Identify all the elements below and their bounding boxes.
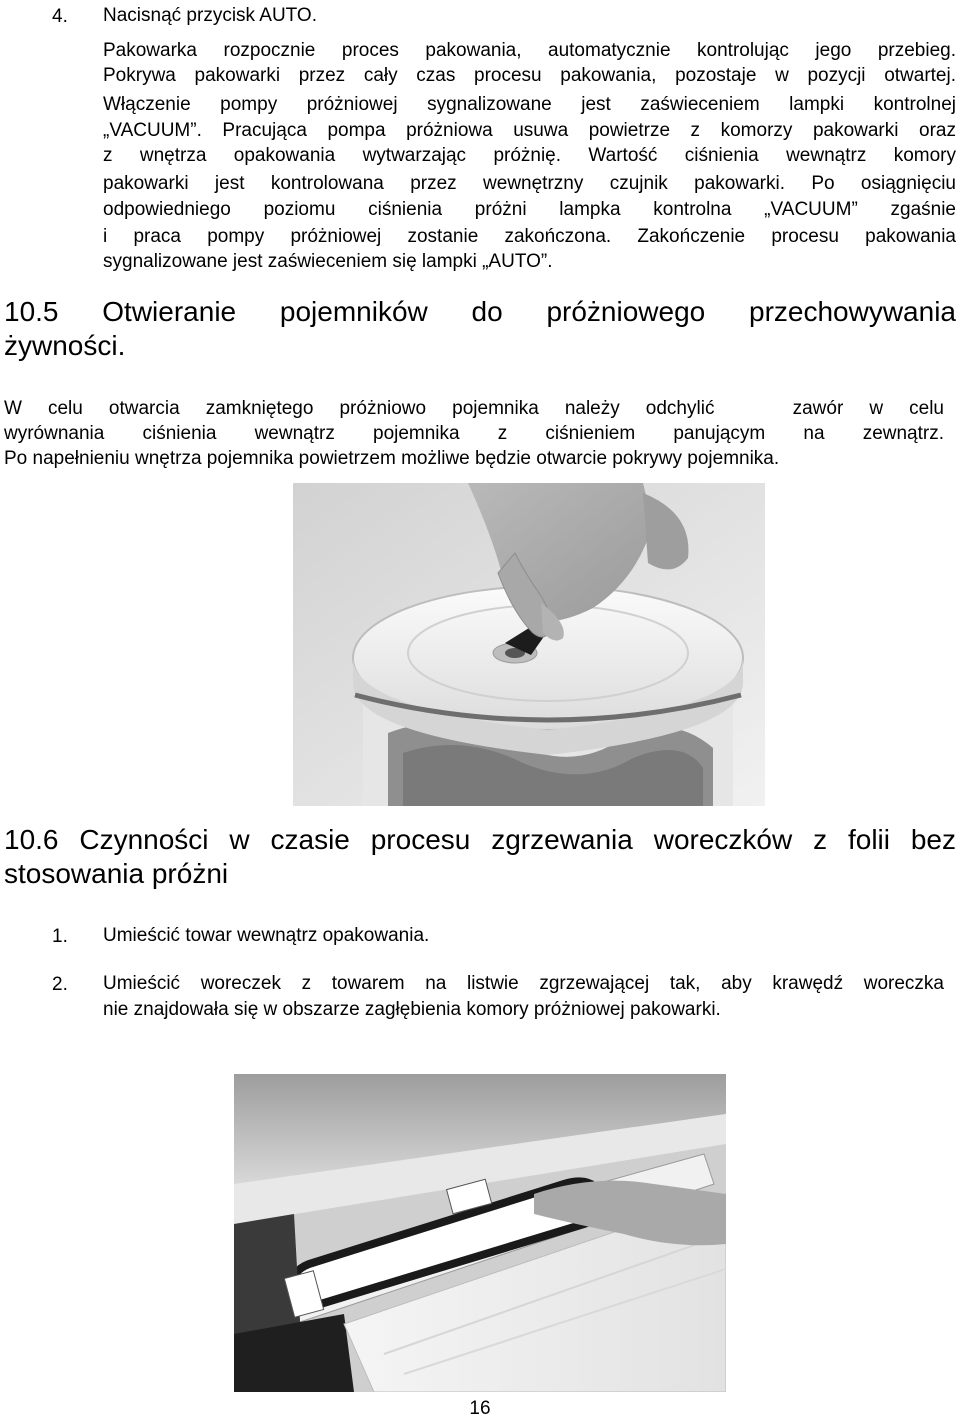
paragraph-line: pakowarki jest kontrolowana przez wewnętrzny czujnik pakowarki. Po osiągnięciu (103, 173, 956, 194)
step-number: 2. (52, 974, 68, 995)
heading-line: 10.6 Czynności w czasie procesu zgrzewania woreczków z folii bez (4, 824, 956, 855)
container-valve-photo (293, 483, 765, 806)
step-label: Nacisnąć przycisk AUTO. (103, 5, 317, 26)
paragraph-line: Pokrywa pakowarki przez cały czas procesu pakowania, pozostaje w pozycji otwartej. (103, 65, 956, 86)
paragraph-line: W celu otwarcia zamkniętego próżniowo pojemnika należy odchylić zawór w celu (4, 398, 944, 419)
heading-line: 10.5 Otwieranie pojemników do próżniowego przechowywania (4, 296, 956, 327)
paragraph-line: Włączenie pompy próżniowej sygnalizowane jest zaświeceniem lampki kontrolnej (103, 94, 956, 115)
paragraph-line: wyrównania ciśnienia wewnątrz pojemnika z ciśnieniem panującym na zewnątrz. (4, 423, 944, 444)
step-label: nie znajdowała się w obszarze zagłębienia komory próżniowej pakowarki. (103, 999, 721, 1020)
page-number: 16 (469, 1398, 491, 1419)
heading-line: żywności. (4, 330, 126, 361)
step-number: 4. (52, 6, 68, 27)
step-label: Umieścić woreczek z towarem na listwie zgrzewającej tak, aby krawędź woreczka (103, 973, 944, 994)
paragraph-line: odpowiedniego poziomu ciśnienia próżni lampka kontrolna „VACUUM” zgaśnie (103, 199, 956, 220)
paragraph-line: z wnętrza opakowania wytwarzając próżnię. Wartość ciśnienia wewnątrz komory (103, 145, 956, 166)
heading-line: stosowania próżni (4, 858, 229, 889)
sealing-strip-photo (234, 1074, 726, 1392)
paragraph-line: sygnalizowane jest zaświeceniem się lampki „AUTO”. (103, 251, 553, 272)
section-heading (4, 295, 956, 363)
section-heading (4, 823, 956, 891)
paragraph-line: Po napełnieniu wnętrza pojemnika powietrzem możliwe będzie otwarcie pokrywy pojemnika. (4, 448, 780, 469)
paragraph-line: Pakowarka rozpocznie proces pakowania, automatycznie kontrolując jego przebieg. (103, 40, 956, 61)
step-number: 1. (52, 926, 68, 947)
step-label: Umieścić towar wewnątrz opakowania. (103, 925, 430, 946)
paragraph-line: i praca pompy próżniowej zostanie zakończona. Zakończenie procesu pakowania (103, 226, 956, 247)
paragraph-line: „VACUUM”. Pracująca pompa próżniowa usuwa powietrze z komorzy pakowarki oraz (103, 120, 956, 141)
